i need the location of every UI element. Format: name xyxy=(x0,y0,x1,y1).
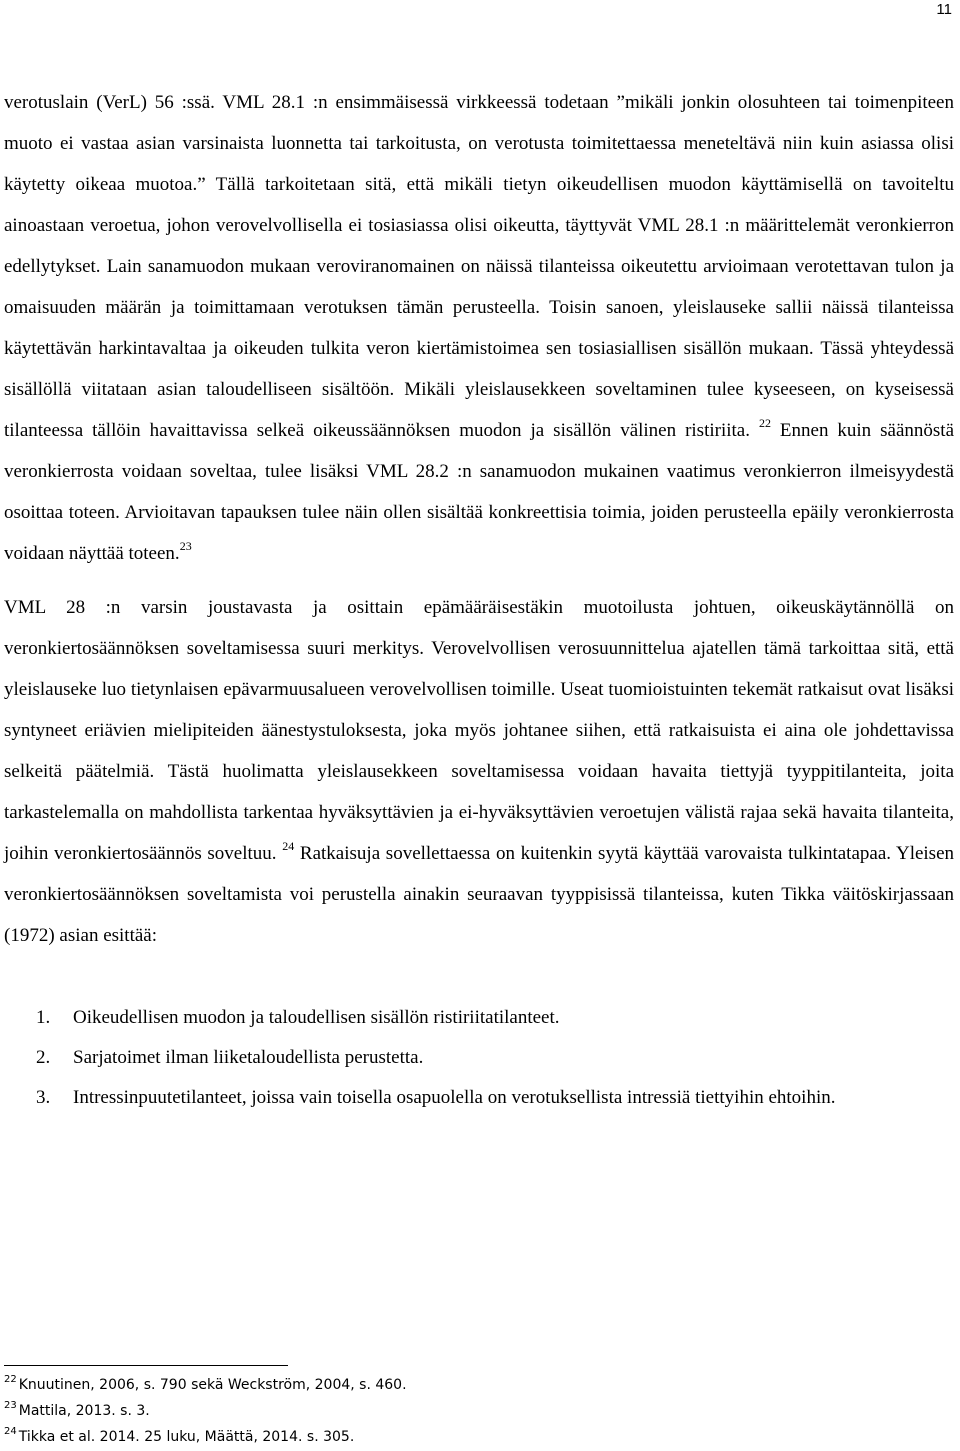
footnote xyxy=(4,1372,904,1398)
list-number: 3. xyxy=(36,1087,51,1108)
footnote-text: Mattila, 2013. s. 3. xyxy=(18,1403,150,1419)
list-item xyxy=(4,1078,954,1118)
list-text: Intressinpuutetilanteet, joissa vain toisella osapuolella on verotuksellista intressiä tiettyihin ehtoihin. xyxy=(73,1087,836,1108)
paragraph-text: Ratkaisuja sovellettaessa on kuitenkin syytä käyttää varovaista tulkintatapaa. Yleisen veronkiertosäännöksen soveltamista voi perustella ainakin seuraavan tyyppisissä tilanteissa, kuten Tikka väitöskirjassaan (1972) asian esittää: xyxy=(4,843,955,946)
list-number: 2. xyxy=(36,1047,51,1068)
page-number: 11 xyxy=(936,1,952,18)
footnote-text: Tikka et al. 2014. 25 luku, Määttä, 2014. s. 305. xyxy=(18,1429,355,1445)
footnote xyxy=(4,1398,904,1424)
footnote-ref-23: 23 xyxy=(179,539,192,553)
body-paragraph-1 xyxy=(4,82,954,574)
paragraph-text: VML 28 :n varsin joustavasta ja osittain epämääräisestäkin muotoilusta johtuen, oikeuskäytännöllä on veronkiertosäännöksen soveltamisessa suuri merkitys. Verovelvollisen verosuunnittelua ajatellen tämä tarkoittaa sitä, että yleislauseke luo tietynlaisen epävarmuusalueen verovelvollisen toimille. Useat tuomioistuinten tekemät ratkaisut ovat lisäksi syntyneet eriävien mielipiteiden äänestystuloksesta, joka myös johtanee siihen, että ratkaisuista ei aina ole johdettavissa selkeitä päätelmiä. Tästä huolimatta yleislausekkeen soveltamisessa voidaan havaita tiettyjä tyyppitilanteita, joita tarkastelemalla on mahdollista tarkentaa hyväksyttävien ja ei-hyväksyttävien veroetujen välistä rajaa sekä havaita tilanteita, joihin veronkiertosäännös soveltuu. xyxy=(4,597,954,864)
footnotes xyxy=(4,1372,904,1450)
list-text: Oikeudellisen muodon ja taloudellisen sisällön ristiriitatilanteet. xyxy=(73,1007,560,1028)
footnote-ref-24: 24 xyxy=(282,839,295,853)
body-paragraph-2 xyxy=(4,587,954,956)
footnote-ref-22: 22 xyxy=(758,416,771,430)
footnote xyxy=(4,1424,904,1450)
footnote-number: 23 xyxy=(4,1400,17,1411)
numbered-list xyxy=(4,998,954,1118)
footnote-number: 24 xyxy=(4,1426,17,1437)
list-item xyxy=(4,1038,954,1078)
paragraph-text: Ennen kuin säännöstä veronkierrosta voidaan soveltaa, tulee lisäksi VML 28.2 :n sanamuodon mukainen vaatimus veronkierron ilmeisyydestä osoittaa toteen. Arvioitavan tapauksen tulee näin ollen sisältää konkreettisia toimia, joiden perusteella epäily veronkierrosta voidaan näyttää toteen. xyxy=(4,420,955,564)
paragraph-text: verotuslain (VerL) 56 :ssä. VML 28.1 :n ensimmäisessä virkkeessä todetaan ”mikäli jonkin olosuhteen tai toimenpiteen muoto ei vastaa asian varsinaista luonnetta tai tarkoitusta, on verotusta toimitettaessa meneteltävä niin kuin asiassa olisi käytetty oikeaa muotoa.” Tällä tarkoitetaan sitä, että mikäli tietyn oikeudellisen muodon käyttämisellä on tavoiteltu ainoastaan veroetua, johon verovelvollisella ei tosiasiassa olisi oikeutta, täyttyvät VML 28.1 :n määrittelemät veronkierron edellytykset. Lain sanamuodon mukaan veroviranomainen on näissä tilanteissa oikeutettu arvioimaan verotettavan tulon ja omaisuuden määrän ja toimittamaan verotuksen tämän perusteella. Toisin sanoen, yleislauseke sallii näissä tilanteissa käytettävän harkintavaltaa ja oikeuden tulkita veron kiertämistoimea sen tosiasiallisen sisällön mukaan. Tässä yhteydessä sisällöllä viitataan asian taloudelliseen sisältöön. Mikäli yleislausekkeen soveltaminen tulee kyseeseen, on kyseisessä tilanteessa tällöin havaittavissa selkeä oikeussäännöksen muodon ja sisällön välinen ristiriita. xyxy=(4,92,954,441)
footnote-divider xyxy=(4,1365,288,1366)
footnote-text: Knuutinen, 2006, s. 790 sekä Weckström, 2004, s. 460. xyxy=(18,1377,407,1393)
list-number: 1. xyxy=(36,1007,51,1028)
list-text: Sarjatoimet ilman liiketaloudellista perustetta. xyxy=(73,1047,424,1068)
list-item xyxy=(4,998,954,1038)
footnote-number: 22 xyxy=(4,1374,17,1385)
page-body xyxy=(4,82,954,1118)
